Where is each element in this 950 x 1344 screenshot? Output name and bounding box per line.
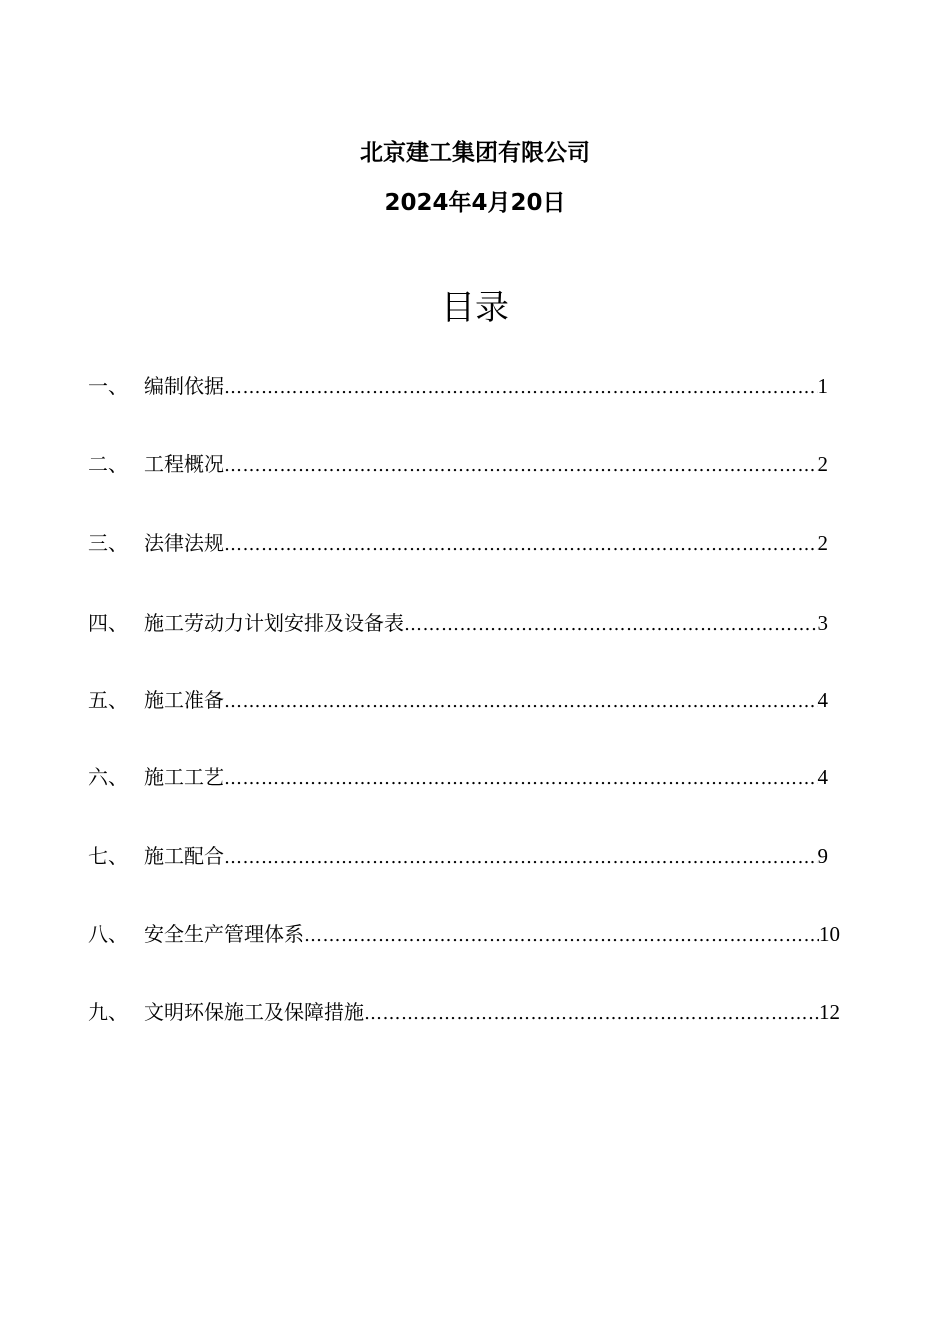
toc-entry-label: 编制依据 — [144, 374, 224, 398]
toc-entry-page: 4 — [817, 765, 828, 789]
toc-entry-label: 工程概况 — [144, 452, 224, 476]
toc-leader-dots — [224, 847, 818, 868]
toc-entry-page: 9 — [817, 844, 828, 868]
toc-title: 目录 — [441, 288, 509, 328]
toc-leader-dots — [224, 377, 818, 398]
toc-entry-label: 施工工艺 — [144, 765, 224, 789]
toc-entry-8[interactable] — [88, 918, 840, 954]
toc-entry-number: 六、 — [88, 765, 128, 789]
toc-entry-6[interactable] — [88, 761, 828, 797]
toc-entry-9[interactable] — [88, 996, 840, 1032]
toc-entry-page: 1 — [817, 374, 828, 398]
toc-entry-label: 安全生产管理体系 — [144, 922, 304, 946]
toc-entry-page: 4 — [817, 688, 828, 712]
toc-entry-4[interactable] — [88, 607, 828, 643]
toc-entry-7[interactable] — [88, 840, 828, 876]
company-name: 北京建工集团有限公司 — [360, 140, 590, 166]
toc-entry-label: 施工配合 — [144, 844, 224, 868]
toc-entry-page: 10 — [819, 922, 840, 946]
toc-entry-1[interactable] — [88, 370, 828, 406]
toc-entry-label: 文明环保施工及保障措施 — [144, 1000, 364, 1024]
toc-entry-number: 七、 — [88, 844, 128, 868]
toc-leader-dots — [224, 691, 818, 712]
toc-leader-dots — [224, 455, 818, 476]
toc-leader-dots — [404, 614, 818, 635]
toc-entry-label: 施工劳动力计划安排及设备表 — [144, 611, 404, 635]
toc-entry-number: 一、 — [88, 374, 128, 398]
toc-entry-label: 施工准备 — [144, 688, 224, 712]
toc-entry-number: 四、 — [88, 611, 128, 635]
toc-entry-5[interactable] — [88, 684, 828, 720]
toc-entry-page: 12 — [819, 1000, 840, 1024]
toc-entry-page: 2 — [817, 531, 828, 555]
toc-entry-number: 九、 — [88, 1000, 128, 1024]
toc-leader-dots — [224, 534, 818, 555]
toc-entry-page: 3 — [817, 611, 828, 635]
toc-entry-label: 法律法规 — [144, 531, 224, 555]
toc-entry-number: 五、 — [88, 688, 128, 712]
toc-entry-number: 三、 — [88, 531, 128, 555]
toc-leader-dots — [224, 768, 818, 789]
toc-entry-number: 八、 — [88, 922, 128, 946]
toc-leader-dots — [304, 925, 819, 946]
toc-entry-page: 2 — [817, 452, 828, 476]
toc-entry-3[interactable] — [88, 527, 828, 563]
toc-entry-number: 二、 — [88, 452, 128, 476]
toc-entry-2[interactable] — [88, 448, 828, 484]
toc-leader-dots — [364, 1003, 819, 1024]
document-date: 2024年4月20日 — [384, 190, 566, 216]
